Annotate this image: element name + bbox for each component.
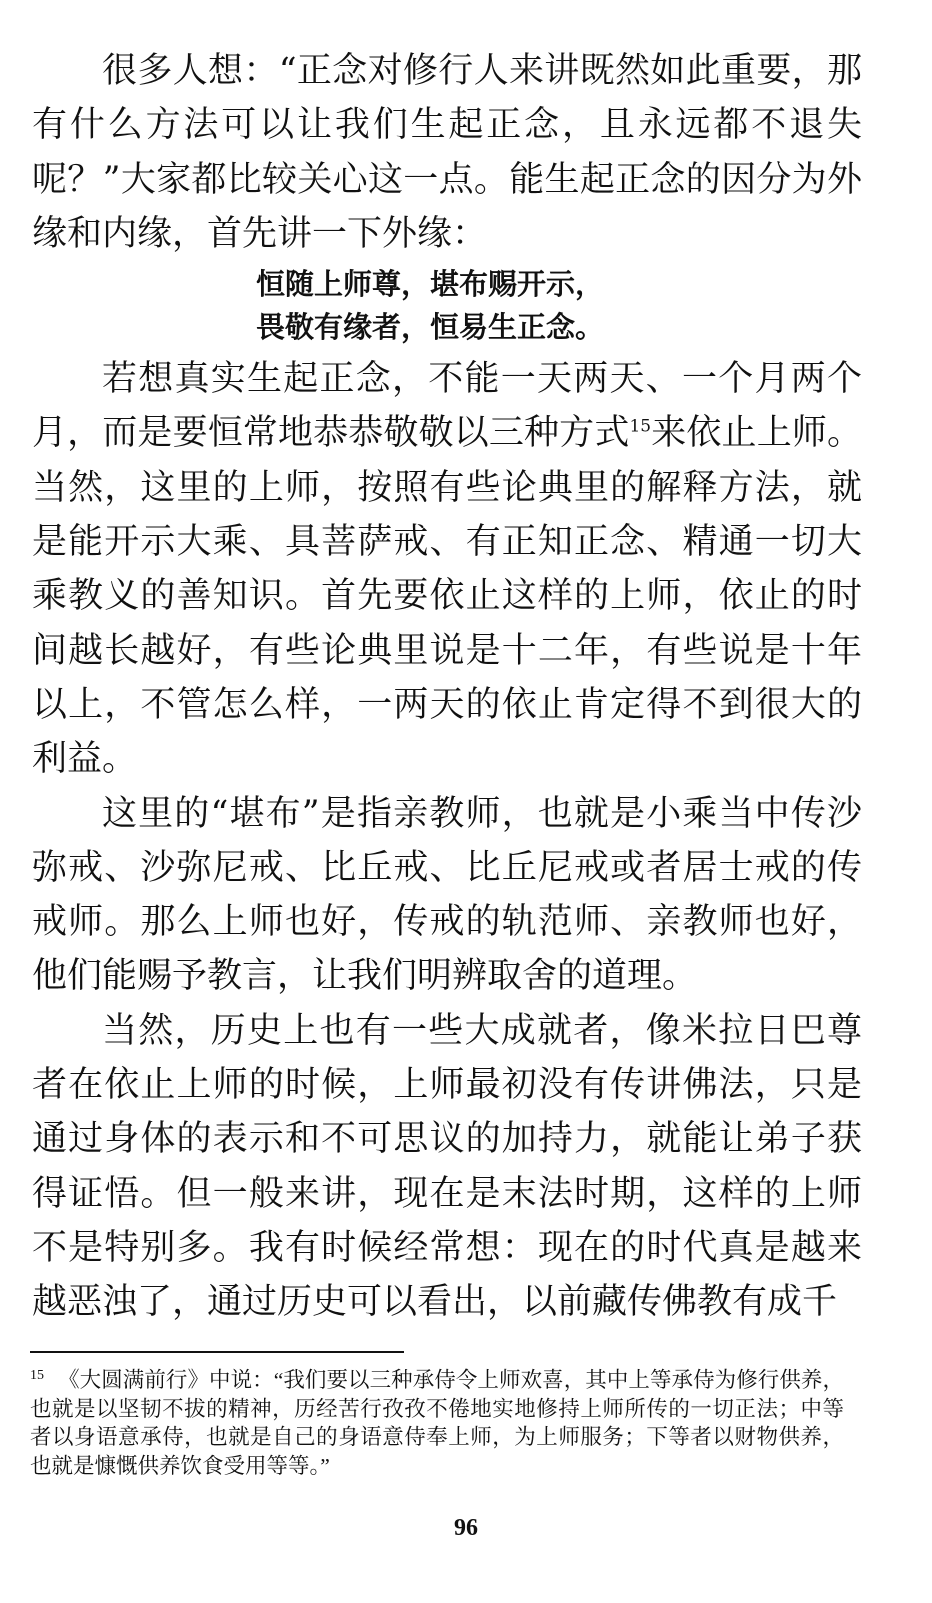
paragraph-2-after: 来依止上师。当然，这里的上师，按照有些论典里的解释方法，就是能开示大乘、具菩萨戒、有正知正念、精通一切大乘教义的善知识。首先要依止这样的上师，依止的时间越长越好，有些论典里说是十二年，有些说是十年以上，不管怎么样，一两天的依止肯定得不到很大的利益。 (32, 413, 862, 780)
verse-line-2: 畏敬有缘者，恒易生正念。 (256, 310, 605, 345)
footnote-divider (30, 1351, 404, 1353)
verse-block (32, 263, 862, 349)
page-number: 96 (454, 1515, 478, 1541)
footnote-text: 《大圆满前行》中说：“我们要以三种承侍令上师欢喜，其中上等承侍为修行供养，也就是以坚韧不拔的精神，历经苦行孜孜不倦地实地修持上师所传的一切正法；中等者以身语意承侍，也就是自己的身语意侍奉上师，为上师服务；下等者以财物供养，也就是慷慨供养饮食受用等等。” (30, 1368, 844, 1478)
body-text (32, 44, 862, 1330)
paragraph-1: 很多人想：“正念对修行人来讲既然如此重要，那有什么方法可以让我们生起正念，且永远都不退失呢？”大家都比较关心这一点。能生起正念的因分为外缘和内缘，首先讲一下外缘： (32, 51, 862, 254)
footnote-number: 15 (30, 1367, 44, 1383)
footnote-reference[interactable]: 15 (629, 416, 652, 437)
paragraph-2 (32, 352, 862, 786)
paragraph-4: 当然，历史上也有一些大成就者，像米拉日巴尊者在依止上师的时候，上师最初没有传讲佛法，只是通过身体的表示和不可思议的加持力，就能让弟子获得证悟。但一般来讲，现在是末法时期，这样的上师不是特别多。我有时候经常想：现在的时代真是越来越恶浊了，通过历史可以看出，以前藏传佛教有成千 (32, 1010, 862, 1323)
paragraph-2-before: 若想真实生起正念，不能一天两天、一个月两个月，而是要恒常地恭恭敬敬以三种方式 (32, 359, 862, 454)
footnote (30, 1366, 844, 1480)
verse-line-1: 恒随上师尊，堪布赐开示， (256, 267, 605, 302)
paragraph-3: 这里的“堪布”是指亲教师，也就是小乘当中传沙弥戒、沙弥尼戒、比丘戒、比丘尼戒或者居士戒的传戒师。那么上师也好，传戒的轨范师、亲教师也好，他们能赐予教言，让我们明辨取舍的道理。 (32, 793, 862, 997)
